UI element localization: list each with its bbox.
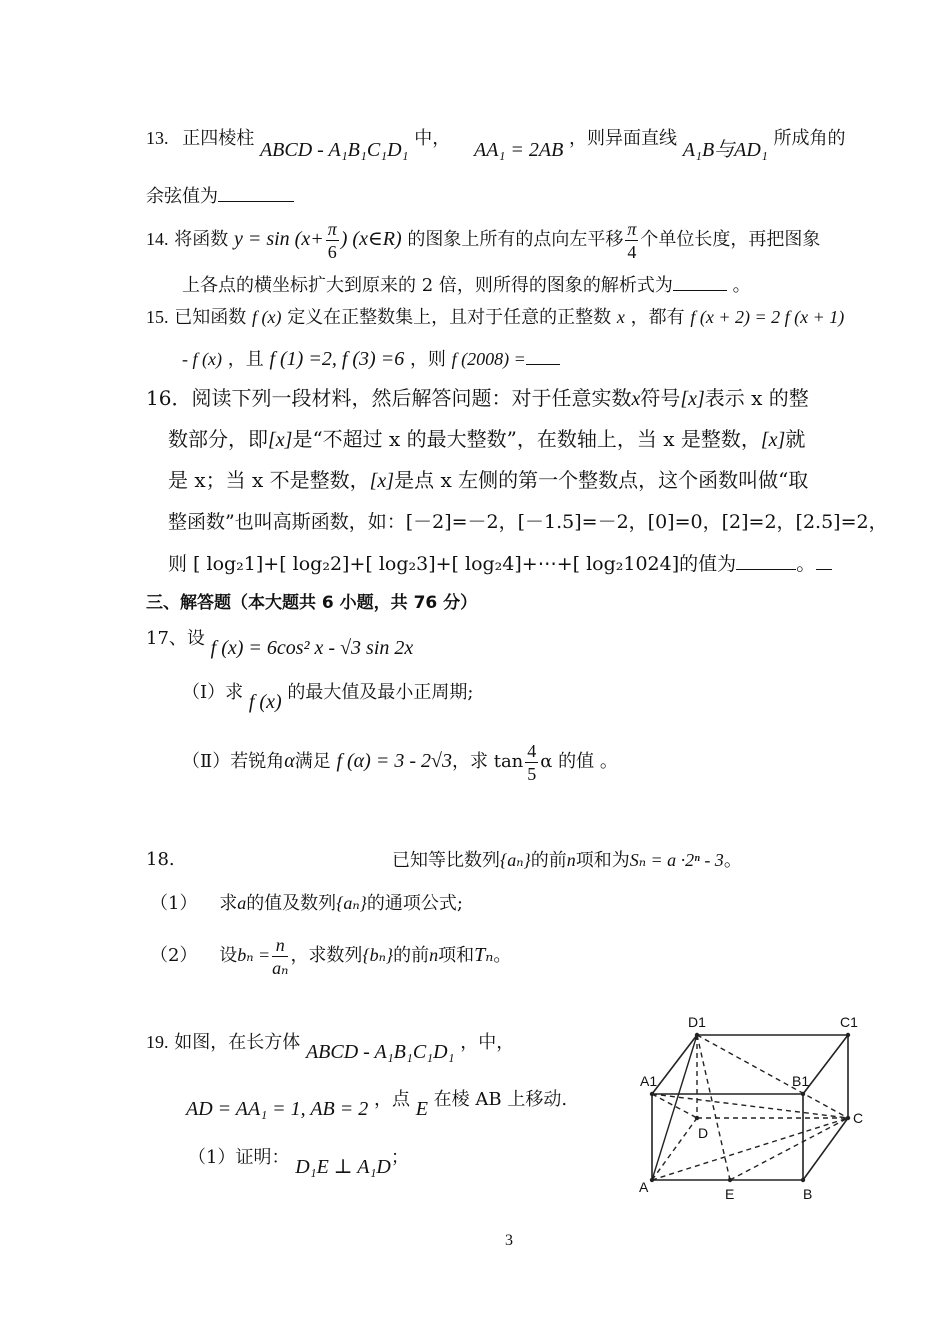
q19-line1: 19. 如图，在长方体 ABCD - A₁B₁C₁D₁ ，中， (146, 1032, 515, 1063)
q15-line1: 15. 已知函数 f (x) 定义在正整数集上，且对于任意的正整数 x ，都有 f (x + 2) = 2 f (x + 1) (146, 307, 845, 328)
segment-ac (652, 1118, 848, 1180)
page-number: 3 (505, 1232, 513, 1249)
answer-blank (526, 346, 560, 365)
q18-line1: 已知等比数列{aₙ}的前n项和为Sₙ = a ·2ⁿ - 3。 (392, 850, 742, 871)
q13-line1: 13. 正四棱柱 ABCD - A₁B₁C₁D₁ 中， AA₁ = 2AB ，则异面直线 A₁B与AD₁ 所成角的 (146, 128, 846, 161)
q17-part2: （Ⅱ）若锐角α满足 f (α) = 3 - 2√3，求 tan $\frac{4}{5}$ α 的值 。 (182, 740, 618, 784)
label-b: B (803, 1186, 813, 1202)
label-a1: A1 (640, 1073, 658, 1089)
q14-line1: 14. 将函数 y = sin (x+ $\frac{\pi}{6}$ ) (x∈R) 的图象上所有的点向左平移 $\frac{\pi}{4}$ 个单位长度，再把图象 (146, 218, 821, 262)
q14-line2: 上各点的横坐标扩大到原来的 2 倍，则所得的图象的解析式为 。 (182, 272, 751, 297)
q16-line2: 数部分，即[x]是“不超过 x 的最大整数”，在数轴上，当 x 是整数，[x]就 (168, 427, 806, 451)
vertex-dots (650, 1033, 850, 1182)
edge-c1b1 (803, 1035, 848, 1094)
fraction-pi-6: $\frac{\pi}{6}$ (327, 218, 337, 262)
label-e: E (725, 1186, 735, 1202)
q16-line5: 则 [ log₂1]+[ log₂2]+[ log₂3]+[ log₂4]+⋯+[ log₂1024]的值为 。 (168, 551, 832, 575)
label-c: C (853, 1110, 864, 1126)
q13-line2: 余弦值为 (146, 183, 294, 208)
q18-part1: （1） 求a的值及数列{aₙ}的通项公式; (150, 893, 463, 914)
label-a: A (639, 1179, 649, 1195)
answer-blank (736, 551, 796, 570)
segment-d1e (697, 1035, 730, 1180)
solid-edges (652, 1035, 848, 1180)
segment-a1c (652, 1094, 848, 1118)
segment-d1c (697, 1035, 848, 1118)
q16-line4: 整函数”也叫高斯函数，如：[－2]=－2，[－1.5]=－2，[0]=0，[2]=2，[2.5]=2， (168, 511, 888, 533)
answer-blank (218, 183, 294, 202)
q15-line2: - f (x) ，且 f (1) =2, f (3) =6 ，则 f (2008) = (182, 346, 560, 371)
section-heading: 三、解答题（本大题共 6 小题，共 76 分） (146, 593, 478, 613)
answer-blank (673, 272, 727, 291)
q19-part1: （1）证明： D₁E ⊥ A₁D； (188, 1147, 409, 1178)
edge-d1a1 (652, 1035, 697, 1094)
q16-line3: 是 x；当 x 不是整数，[x]是点 x 左侧的第一个整数点，这个函数叫做“取 (168, 468, 809, 492)
fraction-n-an: $\frac{n}{\text{aₙ}}$ (272, 934, 289, 978)
label-d: D (698, 1125, 709, 1141)
q17-line1: 17、设 f (x) = 6cos² x - √3 sin 2x (146, 628, 414, 659)
q16-line1: 16．阅读下列一段材料，然后解答问题：对于任意实数x符号[x]表示 x 的整 (146, 386, 809, 410)
fraction-4-5: $\frac{4}{5}$ (527, 740, 537, 784)
edge-bc (803, 1118, 848, 1180)
edge-ad (652, 1118, 697, 1180)
label-b1: B1 (792, 1073, 810, 1089)
q19-line2: AD = AA₁ = 1, AB = 2 ，点 E 在棱 AB 上移动. (186, 1089, 568, 1120)
segment-d1a (652, 1035, 697, 1180)
rectangular-prism-figure (630, 1010, 870, 1210)
q18-part2: （2） 设bₙ = $\frac{n}{\text{aₙ}}$ ，求数列{bₙ}的前n项和Tₙ。 (150, 934, 512, 978)
q17-part1: （Ⅰ）求 f (x) 的最大值及最小正周期; (182, 682, 474, 713)
diagonal-lines (652, 1035, 697, 1180)
q18-number: 18. (146, 849, 175, 870)
label-c1: C1 (840, 1014, 858, 1030)
fraction-pi-4: $\frac{\pi}{4}$ (627, 218, 637, 262)
label-d1: D1 (688, 1014, 706, 1030)
